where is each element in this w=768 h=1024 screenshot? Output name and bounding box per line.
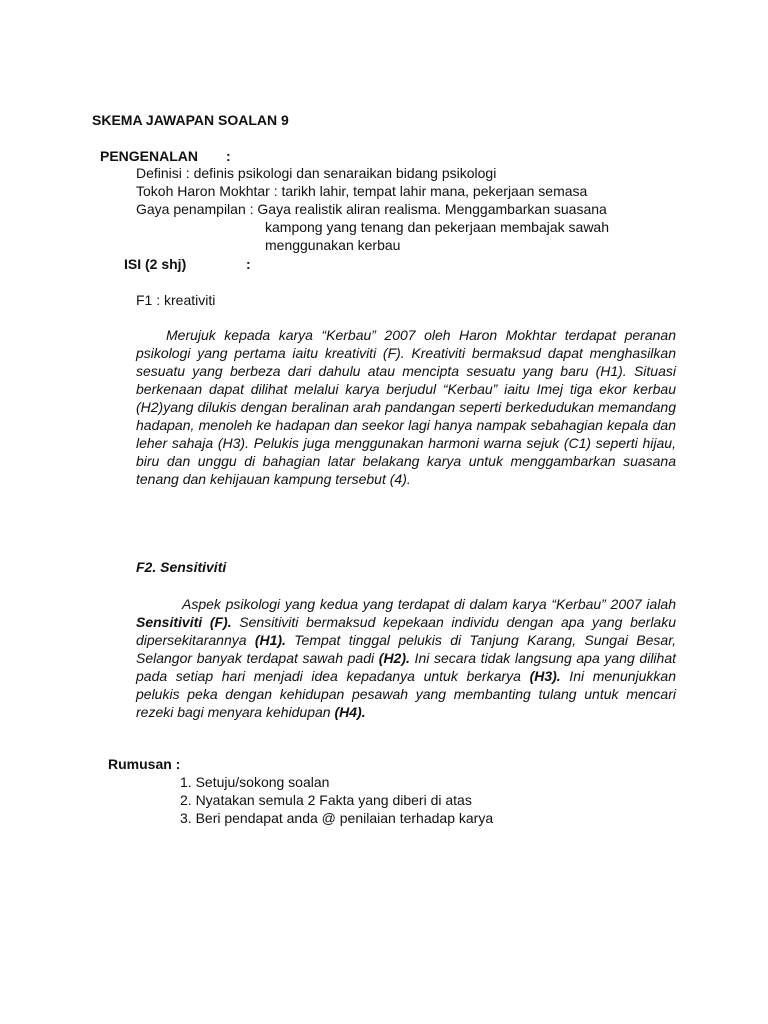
f1-paragraph [136,326,676,488]
f2-h1-label: (H1). [254,632,286,648]
f2-text-3: Tempat tinggal pelukis di Tanjung Karang, Sungai Besar, Selangor banyak terdapat sawah padi [136,632,676,666]
f1-paragraph-text: Merujuk kepada karya “Kerbau” 2007 oleh Haron Mokhtar terdapat peranan psikologi yang pertama iaitu kreativiti (F). Kreativiti bermaksud dapat menghasilkan sesuatu yang berbeza dari dahulu atau mencipta sesuatu yang baru (H1). Situasi berkenaan dapat dilihat melalui karya berjudul “Kerbau” iaitu Imej tiga ekor kerbau (H2)yang dilukis dengan beralinan arah pandangan seperti berkedudukan memandang hadapan, menoleh ke hadapan dan seekor lagi hanya nampak sebahagian kepala dan leher sahaja (H3). Pelukis juga menggunakan harmoni warna sejuk (C1) seperti hijau, biru dan unggu di bahagian latar belakang karya untuk menggambarkan suasana tenang dan kehijauan kampung tersebut (4). [136,327,676,487]
intro-tokoh: Tokoh Haron Mokhtar : tarikh lahir, tempat lahir mana, pekerjaan semasa [136,183,588,199]
f2-text-1: Aspek psikologi yang kedua yang terdapat di dalam karya “Kerbau” 2007 ialah [182,596,676,612]
f2-h2-label: (H2). [378,650,410,666]
f2-paragraph [136,595,676,721]
f2-h4-label: (H4). [334,704,366,720]
f2-h3-label: (H3). [529,668,561,684]
rumusan-heading: Rumusan : [108,756,181,772]
intro-definition: Definisi : definis psikologi dan senaraikan bidang psikologi [136,165,497,181]
f2-heading: F2. Sensitiviti [136,559,227,575]
isi-colon: : [246,256,251,272]
intro-gaya-cont-2: menggunakan kerbau [265,237,401,253]
f2-text-2: Sensitiviti bermaksud kepekaan individu dengan apa yang berlaku dipersekitarannya [136,614,677,648]
document-title: SKEMA JAWAPAN SOALAN 9 [92,112,289,128]
intro-heading: PENGENALAN [100,148,199,164]
f2-text-5: Ini menunjukkan pelukis peka dengan kehidupan pesawah yang membanting tulang untuk mencari rezeki bagi menyara kehidupan [136,668,676,720]
f2-text-4: Ini secara tidak langsung apa yang dilihat pada setiap hari menjadi idea kepadanya untuk berkarya [136,650,676,684]
isi-heading: ISI (2 shj) [124,256,187,272]
f2-fact-label: Sensitiviti (F). [136,614,232,630]
intro-gaya-cont-1: kampong yang tenang dan pekerjaan membajak sawah [265,219,610,235]
intro-colon: : [226,148,231,164]
rumusan-item-1: 1. Setuju/sokong soalan [180,774,330,790]
rumusan-item-2: 2. Nyatakan semula 2 Fakta yang diberi di atas [180,792,472,808]
rumusan-item-3: 3. Beri pendapat anda @ penilaian terhadap karya [180,810,494,826]
f1-heading: F1 : kreativiti [136,292,216,308]
intro-gaya: Gaya penampilan : Gaya realistik aliran realisma. Menggambarkan suasana [136,201,607,217]
